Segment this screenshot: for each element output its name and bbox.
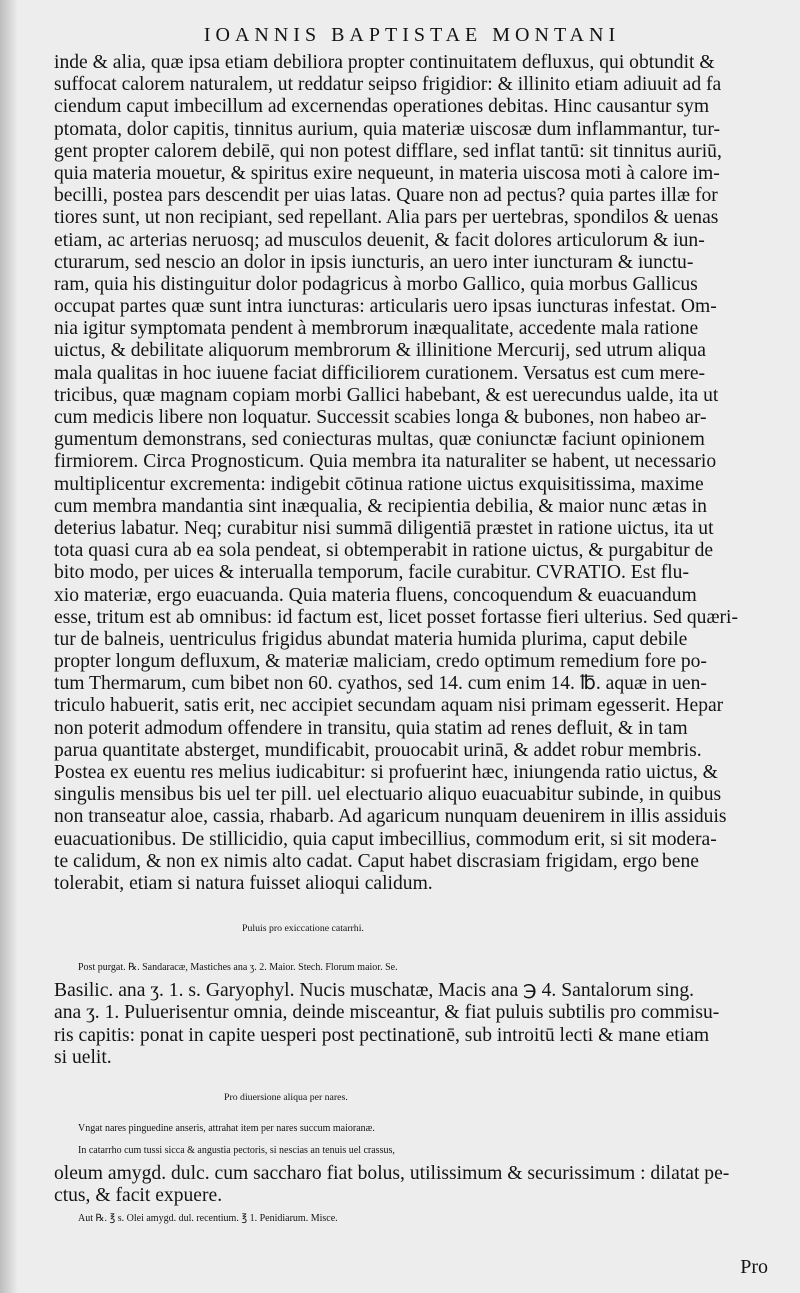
- text-line: cum membra mandantia sint inæqualia, & recipientia debilia, & maior nunc ætas in: [54, 495, 707, 517]
- text-line: suffocat calorem naturalem, ut reddatur seipso frigidior: & illinito etiam adiuuit ad fa: [54, 74, 722, 96]
- formula-line: ris capitis: ponat in capite uesperi post pectinationē, sub introitū lecti & mane etiam: [54, 1024, 710, 1046]
- text-line: tum Thermarum, cum bibet non 60. cyathos, sed 14. cum enim 14. ℔. aquæ in uen-: [54, 673, 707, 695]
- formula-line: In catarrho cum tussi sicca & angustia pectoris, si nescias an tenuis uel crassus,: [78, 1145, 395, 1157]
- text-line: ram, quia his distinguitur dolor podagricus à morbo Gallico, quia morbus Gallicus: [54, 273, 698, 295]
- text-line: etiam, ac arterias neruosq; ad musculos deuenit, & facit dolores articulorum & iun-: [54, 229, 705, 251]
- formula-line: ana ʒ. 1. Puluerisentur omnia, deinde misceantur, & fiat puluis subtilis pro commisu-: [54, 1002, 720, 1024]
- text-line: occupat partes quæ sunt intra iuncturas: articularis uero ipsas iuncturas infestat. Om-: [54, 296, 717, 318]
- section-heading-puluis: Puluis pro exiccatione catarrhi.: [242, 923, 364, 935]
- formula-line: Aut ℞. ℥ s. Olei amygd. dul. recentium. ℥ 1. Penidiarum. Misce.: [78, 1212, 338, 1224]
- text-line: euacuationibus. De stillicidio, quia caput imbecillius, commodum erit, si sit modera-: [54, 828, 717, 850]
- text-line: tiores sunt, ut non recipiant, sed repellant. Alia pars per uertebras, spondilos & uenas: [54, 207, 719, 229]
- text-line: esse, tritum est ab omnibus: id factum est, licet posset fortasse fieri ulterius. Sed quæri-: [54, 606, 739, 628]
- formula-line: ctus, & facit expuere.: [54, 1185, 223, 1207]
- text-line: Postea ex euentu res melius iudicabitur: si profuerint hæc, iniungenda ratio uictus, &: [54, 762, 718, 783]
- formula-diuersione: [54, 1118, 770, 1231]
- text-line: ptomata, dolor capitis, tinnitus aurium, quia materiæ uiscosæ dum inflammantur, tur-: [54, 118, 720, 140]
- text-line: tolerabit, etiam si natura fuisset alioqui calidum.: [54, 872, 433, 894]
- text-line: singulis mensibus bis uel ter pill. uel electuario aliquo euacuabitur subinde, in quibus: [54, 784, 722, 806]
- text-line: non poterit admodum offendere in transitu, quia statim ad renes defluit, & in tam: [54, 717, 688, 739]
- text-line: tricibus, quæ magnam copiam morbi Gallici habebant, & est uerecundus ualde, ita ut: [54, 384, 719, 406]
- text-line: cum medicis libere non loquatur. Successit scabies longa & bubones, non habeo ar-: [54, 407, 707, 428]
- main-text: [54, 52, 770, 895]
- text-line: deterius labatur. Neq; curabitur nisi summā diligentiā præstet in ratione uictus, ita ut: [54, 517, 714, 539]
- text-line: cturarum, sed nescio an dolor in ipsis iuncturis, an uero inter iuncturam & iunctu-: [54, 251, 694, 273]
- text-line: mala qualitas in hoc iuuene faciat difficiliorem curationem. Versatus est cum mere-: [54, 362, 706, 384]
- formula-line: si uelit.: [54, 1047, 112, 1069]
- text-line: inde & alia, quæ ipsa etiam debiliora propter continuitatem defluxus, qui obtundit &: [54, 52, 715, 73]
- text-line: parua quantitate absterget, mundificabit, prouocabit urinā, & addet robur membris.: [54, 739, 702, 761]
- text-line: tota quasi cura ab ea sola pendeat, si obtemperabit in ratione uictus, & purgabitur de: [54, 540, 714, 562]
- text-line: uictus, & debilitate aliquorum membrorum & illinitione Mercurij, sed utrum aliqua: [54, 340, 706, 362]
- text-line: propter longum defluxum, & materiæ maliciam, credo optimum remedium fore po-: [54, 651, 707, 673]
- text-line: xio materiæ, ergo euacuanda. Quia materia fluens, concoquendum & euacuandum: [54, 584, 697, 606]
- text-line: gumentum demonstrans, sed coniecturas multas, quæ coniunctæ faciunt opinionem: [54, 429, 705, 451]
- formula-line: Basilic. ana ʒ. 1. s. Garyophyl. Nucis muschatæ, Macis ana ℈ 4. Santalorum sing.: [54, 979, 695, 1001]
- section-heading-diuersione: Pro diuersione aliqua per nares.: [224, 1091, 348, 1103]
- catchword: Pro: [740, 1256, 768, 1278]
- text-line: nia igitur symptomata pendent à membrorum inæqualitate, accedente mala ratione: [54, 318, 699, 340]
- text-line: bito modo, per uices & interualla temporum, facile curabitur. CVRATIO. Est flu-: [54, 562, 690, 584]
- text-line: multiplicentur excrementa: indigebit cōtinua ratione uictus exquisitissima, maxime: [54, 473, 704, 495]
- text-line: quia materia mouetur, & spiritus exire nequeunt, in materia uiscosa moti à calore im-: [54, 162, 720, 184]
- text-line: ciendum caput imbecillum ad excernendas operationes debitas. Hinc causantur sym: [54, 96, 710, 118]
- running-head: IOANNIS BAPTISTAE MONTANI: [203, 24, 621, 46]
- formula-line: Post purgat. ℞. Sandaracæ, Mastiches ana ʒ. 2. Maior. Stech. Florum maior. Se.: [78, 962, 398, 974]
- text-line: becilli, postea pars descendit per uias latas. Quare non ad pectus? quia partes illæ for: [54, 185, 718, 207]
- text-line: triculo habuerit, satis erit, nec accipiet secundam aquam nisi primam egesserit. Hepar: [54, 695, 724, 717]
- text-line: firmiorem. Circa Prognosticum. Quia membra ita naturaliter se habent, ut necessario: [54, 451, 717, 473]
- text-line: tur de balneis, uentriculus frigidus abundat materia humida plurima, caput debile: [54, 628, 688, 650]
- formula-line: oleum amygd. dulc. cum saccharo fiat bolus, utilissimum & securissimum : dilatat pe-: [54, 1162, 730, 1184]
- formula-puluis: [54, 957, 770, 1070]
- formula-line: Vngat nares pinguedine anseris, attrahat item per nares succum maioranæ.: [78, 1122, 375, 1134]
- text-line: te calidum, & non ex nimis alto cadat. Caput habet discrasiam frigidam, ergo bene: [54, 850, 699, 872]
- text-line: non transeatur aloe, cassia, rhabarb. Ad agaricum nunquam deuenirem in illis assiduis: [54, 806, 727, 828]
- text-line: gent propter calorem debilē, qui non potest difflare, sed inflat tantū: sit tinnitus auriū,: [54, 140, 722, 162]
- page-gutter-shadow: [0, 0, 18, 1293]
